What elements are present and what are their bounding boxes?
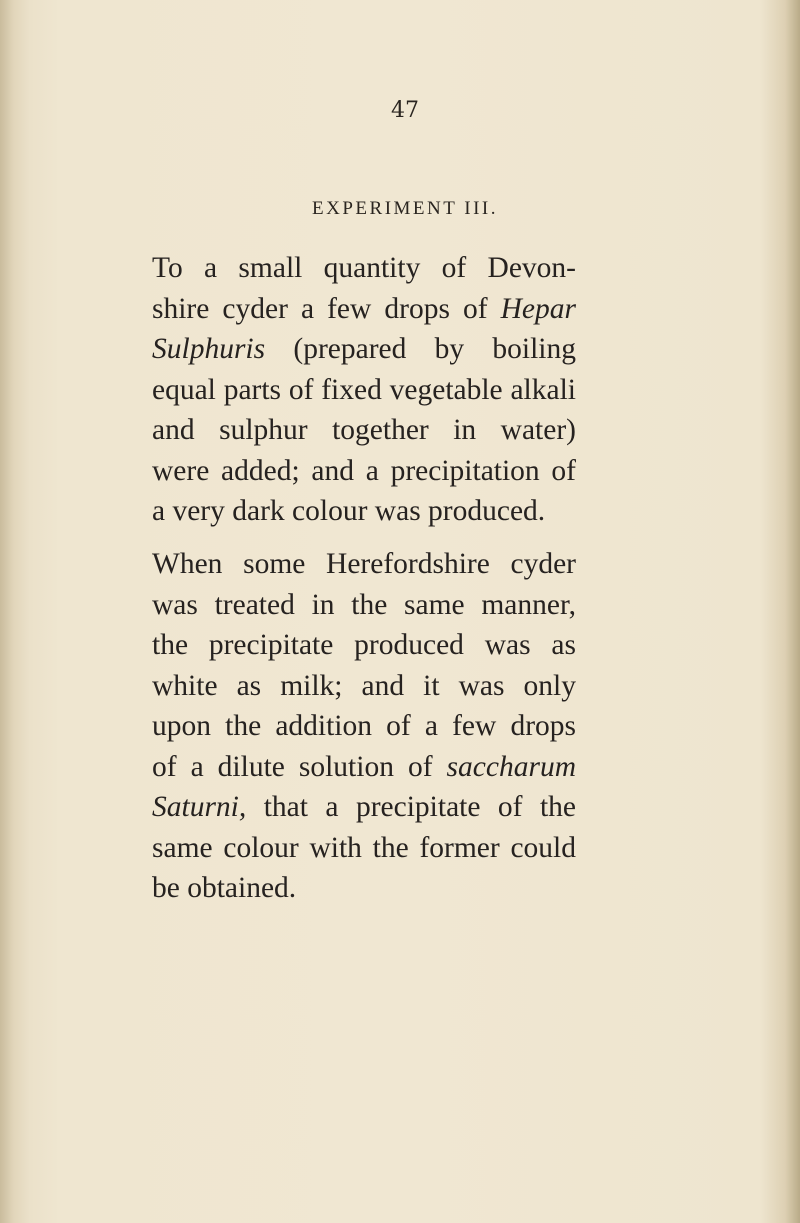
text-line [152, 668, 576, 704]
italic-term: Hepar [500, 292, 576, 325]
text-segment: To a small quantity of Devon- [152, 252, 576, 284]
text-line [152, 493, 576, 529]
text-segment: and sulphur together in water) [152, 414, 576, 446]
text-segment: When some Herefordshire cyder [152, 548, 576, 580]
text-line [152, 331, 576, 367]
text-segment: be obtained. [152, 872, 297, 904]
text-line [152, 830, 576, 866]
section-heading: EXPERIMENT III. [312, 198, 498, 219]
text-segment: upon the addition of a few drops [152, 710, 576, 742]
text-line [152, 453, 576, 489]
text-segment: same colour with the former could [152, 831, 576, 864]
text-line [152, 250, 576, 286]
text-segment: equal parts of fixed vegetable alkali [152, 373, 576, 406]
text-line [152, 372, 576, 408]
text-segment: the precipitate produced was as [152, 629, 576, 661]
text-segment: (prepared by boiling [265, 333, 576, 365]
text-segment: white as milk; and it was only [152, 669, 576, 702]
text-line [152, 627, 576, 663]
text-segment: a very dark colour was produced. [152, 495, 546, 527]
text-segment: that a precipitate of the [246, 791, 576, 823]
text-line [152, 546, 576, 582]
text-line [152, 587, 576, 623]
text-line [152, 870, 576, 906]
italic-term: Saturni, [152, 791, 247, 823]
text-segment: were added; and a precipitation of [152, 454, 576, 487]
text-segment: shire cyder a few drops of [152, 292, 501, 325]
page-number: 47 [391, 98, 419, 123]
italic-term: Sulphuris [152, 333, 266, 365]
text-line [152, 749, 576, 785]
text-segment: of a dilute solution of [152, 750, 447, 783]
text-line [152, 412, 576, 448]
text-segment: was treated in the same manner, [152, 588, 576, 621]
text-line [152, 789, 576, 825]
text-line [152, 291, 576, 327]
italic-term: saccharum [446, 750, 576, 783]
text-line [152, 708, 576, 744]
